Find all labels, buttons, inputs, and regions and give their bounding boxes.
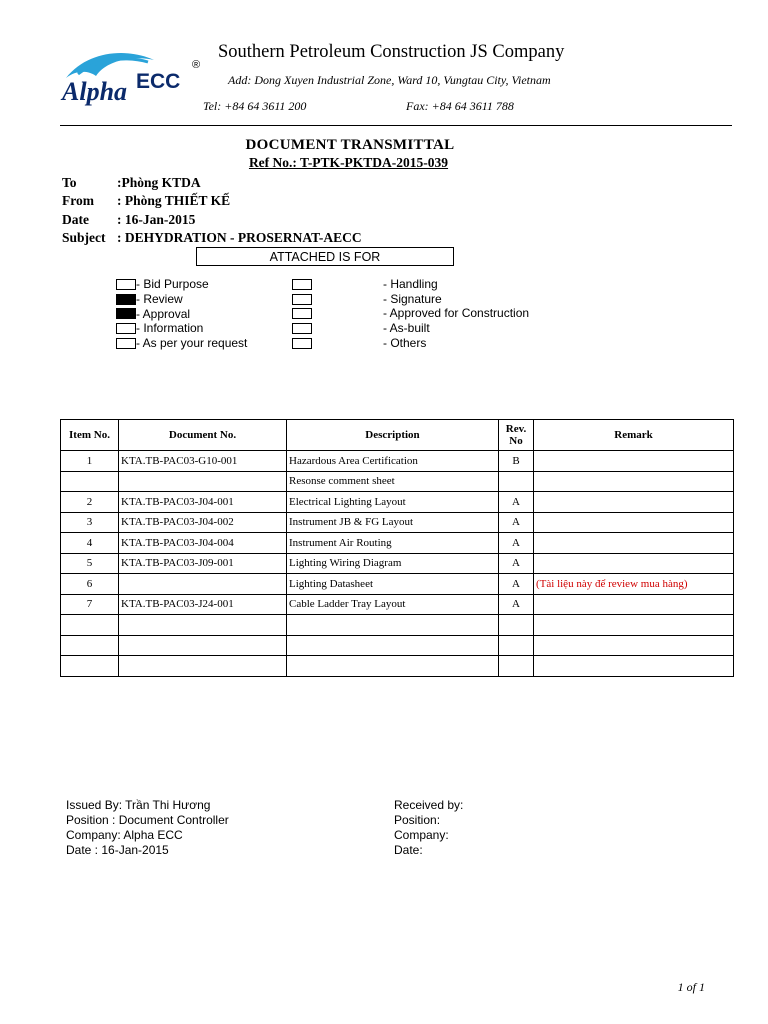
cell-rev — [499, 471, 534, 492]
cell-description: Lighting Datasheet — [287, 574, 499, 595]
company-tel: Tel: +84 64 3611 200 — [203, 99, 307, 113]
from-label: From — [62, 193, 94, 208]
cell-rev: A — [499, 492, 534, 513]
option-signature: - Signature — [383, 291, 442, 306]
company-fax: Fax: +84 64 3611 788 — [406, 99, 514, 113]
cell-item: 3 — [61, 512, 119, 533]
header-remark: Remark — [534, 420, 734, 451]
option-as-built: - As-built — [383, 321, 430, 336]
cell-document-no: KTA.TB-PAC03-J04-004 — [119, 533, 287, 554]
cell-document-no: KTA.TB-PAC03-J24-001 — [119, 594, 287, 615]
header-document-no: Document No. — [119, 420, 287, 451]
cell-rev: A — [499, 594, 534, 615]
date-value: : 16-Jan-2015 — [117, 212, 196, 227]
document-title: DOCUMENT TRANSMITTAL — [245, 137, 455, 153]
cell-item — [61, 615, 119, 636]
options-right-checkboxes — [292, 277, 312, 350]
cell-description — [287, 635, 499, 656]
cell-remark — [534, 471, 734, 492]
option-information — [116, 321, 247, 336]
cell-description: Instrument Air Routing — [287, 533, 499, 554]
cell-description: Hazardous Area Certification — [287, 451, 499, 472]
cell-item: 6 — [61, 574, 119, 595]
option-label: - Review — [136, 292, 183, 307]
cell-rev — [499, 615, 534, 636]
cell-description: Resonse comment sheet — [287, 471, 499, 492]
cell-remark: (Tài liệu này để review mua hàng) — [534, 574, 734, 595]
cell-description: Instrument JB & FG Layout — [287, 512, 499, 533]
header-item-no: Item No. — [61, 420, 119, 451]
to-label: To — [62, 175, 77, 190]
option-label: - Information — [136, 321, 204, 336]
cell-remark — [534, 594, 734, 615]
table-row — [61, 574, 734, 595]
header-divider — [60, 125, 732, 126]
issued-date: Date : 16-Jan-2015 — [66, 843, 169, 857]
option-label: - As per your request — [136, 336, 248, 351]
cell-item — [61, 471, 119, 492]
cell-document-no — [119, 656, 287, 677]
cell-description — [287, 615, 499, 636]
cell-rev: A — [499, 533, 534, 554]
option-as-per-request — [116, 336, 247, 351]
issued-by: Issued By: Trần Thi Hương — [66, 798, 211, 812]
checkbox-bid-purpose[interactable] — [116, 279, 136, 290]
option-approved-for-construction: - Approved for Construction — [383, 306, 530, 321]
option-approval — [116, 306, 247, 321]
logo-registered-mark: ® — [192, 59, 201, 71]
logo-alpha-text: Alpha — [62, 77, 128, 106]
to-value: :Phòng KTDA — [117, 175, 201, 190]
cell-item: 4 — [61, 533, 119, 554]
checkbox-others[interactable] — [292, 338, 312, 349]
cell-rev — [499, 656, 534, 677]
checkbox-approval[interactable] — [116, 308, 136, 319]
option-bid-purpose — [116, 277, 247, 292]
checkbox-as-per-request[interactable] — [116, 338, 136, 349]
cell-document-no — [119, 635, 287, 656]
subject-value: : DEHYDRATION - PROSERNAT-AECC — [117, 230, 362, 245]
cell-document-no — [119, 574, 287, 595]
cell-item: 1 — [61, 451, 119, 472]
alpha-ecc-logo — [58, 48, 208, 108]
table-row — [61, 594, 734, 615]
table-row — [61, 656, 734, 677]
cell-remark — [534, 512, 734, 533]
cell-rev: A — [499, 512, 534, 533]
cell-remark — [534, 533, 734, 554]
cell-document-no — [119, 615, 287, 636]
checkbox-as-built[interactable] — [292, 323, 312, 334]
cell-item — [61, 656, 119, 677]
cell-remark — [534, 656, 734, 677]
cell-document-no — [119, 471, 287, 492]
checkbox-handling[interactable] — [292, 279, 312, 290]
transmittal-table — [60, 419, 734, 677]
option-others: - Others — [383, 335, 427, 350]
date-label: Date — [62, 212, 89, 227]
option-label: - Approval — [136, 306, 191, 321]
cell-remark — [534, 451, 734, 472]
cell-document-no: KTA.TB-PAC03-J04-002 — [119, 512, 287, 533]
issued-position: Position : Document Controller — [66, 813, 229, 827]
cell-description: Lighting Wiring Diagram — [287, 553, 499, 574]
checkbox-approved-for-construction[interactable] — [292, 308, 312, 319]
cell-remark — [534, 492, 734, 513]
received-block — [394, 798, 463, 858]
cell-remark — [534, 635, 734, 656]
received-position: Position: — [394, 813, 441, 827]
received-by: Received by: — [394, 798, 464, 812]
cell-description — [287, 656, 499, 677]
received-company: Company: — [394, 828, 449, 842]
table-row — [61, 451, 734, 472]
cell-description: Electrical Lighting Layout — [287, 492, 499, 513]
table-row — [61, 553, 734, 574]
cell-rev: A — [499, 553, 534, 574]
cell-remark — [534, 553, 734, 574]
issued-block — [66, 798, 229, 858]
table-row — [61, 492, 734, 513]
option-label: - Bid Purpose — [136, 277, 209, 292]
cell-rev: B — [499, 451, 534, 472]
attached-is-for-box: ATTACHED IS FOR — [196, 247, 454, 266]
received-date: Date: — [394, 843, 423, 857]
cell-document-no: KTA.TB-PAC03-G10-001 — [119, 451, 287, 472]
cell-document-no: KTA.TB-PAC03-J04-001 — [119, 492, 287, 513]
issued-company: Company: Alpha ECC — [66, 828, 183, 842]
reference-number: Ref No.: T-PTK-PKTDA-2015-039 — [248, 155, 449, 170]
table-row — [61, 635, 734, 656]
logo-ecc-text: ECC — [136, 70, 181, 93]
table-row — [61, 615, 734, 636]
cell-rev: A — [499, 574, 534, 595]
checkbox-information[interactable] — [116, 323, 136, 334]
options-right-labels — [383, 277, 529, 350]
from-value: : Phòng THIẾT KẾ — [117, 193, 231, 208]
company-name: Southern Petroleum Construction JS Company — [218, 42, 565, 62]
table-header-row — [61, 420, 734, 451]
option-review — [116, 292, 247, 307]
table-row — [61, 471, 734, 492]
header-description: Description — [287, 420, 499, 451]
cell-item: 2 — [61, 492, 119, 513]
option-handling: - Handling — [383, 277, 438, 291]
subject-label: Subject — [62, 230, 106, 245]
cell-rev — [499, 635, 534, 656]
cell-item: 5 — [61, 553, 119, 574]
options-left — [116, 277, 247, 350]
table-row — [61, 512, 734, 533]
page-number: 1 of 1 — [677, 980, 705, 994]
cell-item — [61, 635, 119, 656]
checkbox-signature[interactable] — [292, 294, 312, 305]
checkbox-review[interactable] — [116, 294, 136, 305]
cell-description: Cable Ladder Tray Layout — [287, 594, 499, 615]
cell-item: 7 — [61, 594, 119, 615]
cell-remark — [534, 615, 734, 636]
company-address: Add: Dong Xuyen Industrial Zone, Ward 10, Vungtau City, Vietnam — [228, 73, 551, 87]
cell-document-no: KTA.TB-PAC03-J09-001 — [119, 553, 287, 574]
table-row — [61, 533, 734, 554]
header-rev-no: Rev. No — [499, 420, 534, 451]
